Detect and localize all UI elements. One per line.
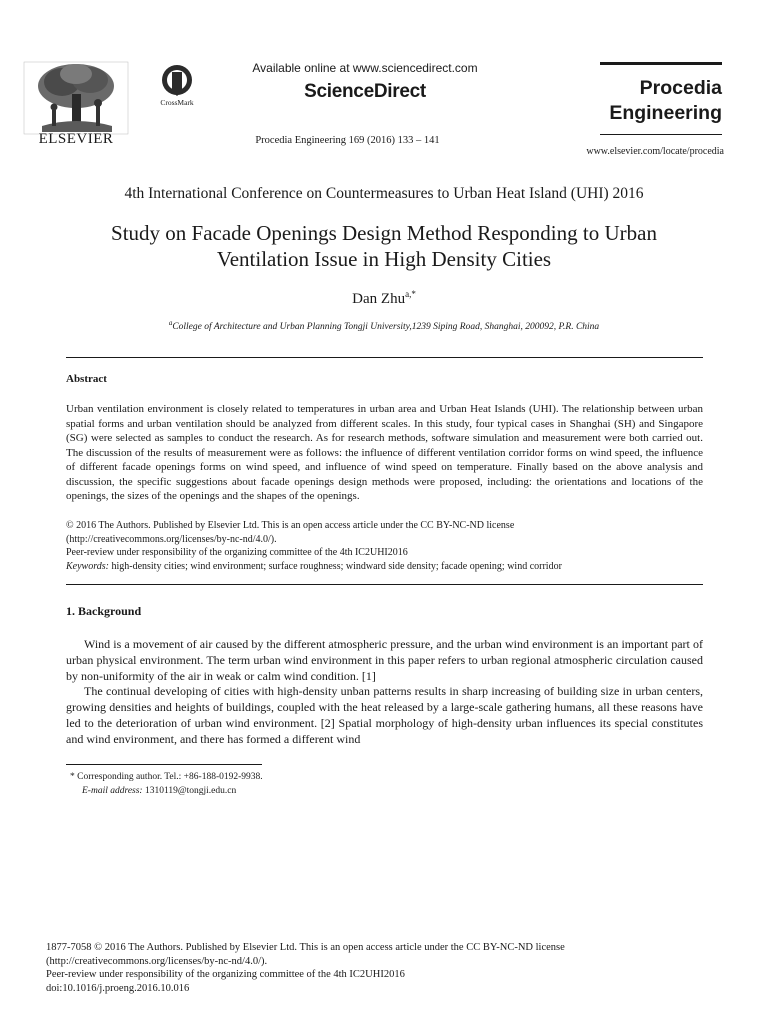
- copyright-notice: © 2016 The Authors. Published by Elsevier Ltd. This is an open access article under the CC BY-NC-ND license: [66, 520, 515, 531]
- journal-name-line2: Engineering: [609, 102, 722, 124]
- author-name: Dan Zhu: [352, 291, 406, 307]
- journal-url-link[interactable]: www.elsevier.com/locate/procedia: [586, 146, 724, 157]
- email-line: [66, 784, 666, 798]
- keywords-line: [66, 561, 703, 572]
- abstract-body: Urban ventilation environment is closely related to temperatures in urban area and Urban Heat Islands (UHI). The relationship between urban spatial forms and urban ventilation should be analyzed from different scales. In this study, four typical cases in Shanghai (SH) and Singapore (SG) were selected as samples to conduct the research. As for research methods, software simulation and measurement were both carried out. The discussion of the results of measurement were as follows: the influence of different ventilation corridor forms on wind speed, the influence of different facade openings forms on wind speed, and influence of wind speed on temperature. Finally based on the above analysis and discussion, the specific suggestions about facade openings design methods were proposed, including: the orientations and locations of the openings, the sizes of the openings and the shapes of the openings.: [66, 403, 703, 502]
- sciencedirect-logo[interactable]: ScienceDirect: [304, 81, 426, 102]
- abstract-bottom-rule: [66, 584, 703, 585]
- corresponding-author-note: * Corresponding author. Tel.: +86-188-0192-9938.: [70, 772, 263, 782]
- license-link[interactable]: (http://creativecommons.org/licenses/by-nc-nd/4.0/).: [66, 533, 277, 545]
- footer-issn-license: 1877-7058 © 2016 The Authors. Published by Elsevier Ltd. This is an open access article under the CC BY-NC-ND license: [46, 942, 565, 953]
- journal-bottom-rule: [600, 134, 722, 135]
- affiliation: [40, 319, 728, 332]
- journal-top-rule: [600, 62, 722, 65]
- keywords-text: high-density cities; wind environment; surface roughness; windward side density; facade opening; wind corridor: [108, 561, 562, 572]
- abstract-license-block: [66, 519, 703, 560]
- author-superscript: a,*: [405, 289, 416, 299]
- paragraph: The continual developing of cities with high-density unban patterns results in sharp increasing of building size in urban centers, growing densities and heights of buildings, coupled with the heat released by a large-scale gathering humans, all these reasons have led to the deterioration of urban wind environment. [2] Spatial morphology of high-density urban influences its special constitutes and wind environment, and there has formed a different wind: [66, 684, 703, 746]
- affiliation-superscript: a: [168, 319, 173, 327]
- section-body: [66, 637, 703, 748]
- abstract-heading: Abstract: [66, 373, 107, 385]
- email-link[interactable]: 1310119@tongji.edu.cn: [142, 786, 237, 796]
- footer-peer-review: Peer-review under responsibility of the organizing committee of the 4th IC2UHI2016: [46, 969, 405, 980]
- author-line: [40, 289, 728, 308]
- journal-name: [600, 76, 722, 126]
- footer-license-link[interactable]: (http://creativecommons.org/licenses/by-nc-nd/4.0/).: [46, 955, 268, 967]
- conference-title: 4th International Conference on Countermeasures to Urban Heat Island (UHI) 2016: [124, 185, 644, 202]
- abstract-top-rule: [66, 357, 703, 358]
- paper-title-line2: Ventilation Issue in High Density Cities: [216, 247, 552, 271]
- journal-name-line1: Procedia: [639, 77, 722, 99]
- footnote-rule: [66, 764, 262, 765]
- email-label: E-mail address:: [82, 786, 143, 796]
- peer-review-note: Peer-review under responsibility of the organizing committee of the 4th IC2UHI2016: [66, 547, 408, 558]
- affiliation-text: College of Architecture and Urban Planning Tongji University,1239 Siping Road, Shanghai, 200092, P.R. China: [172, 322, 600, 333]
- publisher-wordmark: ELSEVIER: [38, 131, 114, 147]
- paper-title: [40, 220, 728, 272]
- paper-title-line1: Study on Facade Openings Design Method Responding to Urban: [111, 221, 657, 245]
- section-heading: 1. Background: [66, 604, 142, 618]
- journal-citation: Procedia Engineering 169 (2016) 133 – 141: [255, 135, 440, 146]
- available-online-text: Available online at www.sciencedirect.com: [252, 61, 478, 75]
- footer-doi-link[interactable]: doi:10.1016/j.proeng.2016.10.016: [46, 982, 190, 994]
- page-footer: [46, 941, 736, 995]
- crossmark-label: CrossMark: [160, 98, 194, 107]
- paragraph: Wind is a movement of air caused by the different atmospheric pressure, and the urban wind environment is an important part of urban physical environment. The term urban wind environment in this paper refers to urban regional atmospheric circulation caused by non-uniformity of the air in weak or calm wind condition. [1]: [66, 637, 703, 683]
- footnote: [66, 770, 666, 798]
- keywords-label: Keywords:: [66, 561, 109, 572]
